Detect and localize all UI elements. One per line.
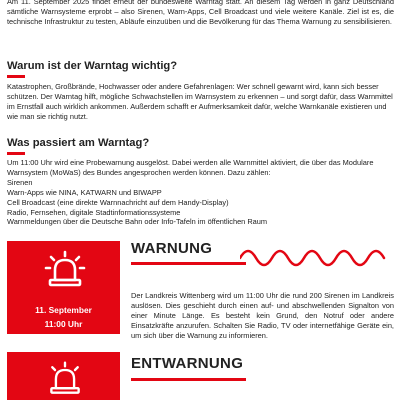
- warnung-time: 11:00 Uhr: [44, 319, 83, 329]
- section-body-why: Katastrophen, Großbrände, Hochwasser oder andere Gefahrenlagen: Wer schnell gewarnt wird, kann sich besser schützen. Der Warntag hilft, mögliche Schwachstellen im Warnsystem zu erkennen – und sorgt dafür, dass Warnmittel im Ernstfall auch wirklich ankommen. Außerdem schafft er Aufmerksamkeit dafür, welche Warnkanäle existieren und wie man sie richtig nutzt.: [7, 82, 393, 121]
- warnung-date: 11. September: [35, 305, 92, 315]
- intro-paragraph: Am 11. September 2025 findet erneut der bundesweite Warntag statt. An diesem Tag werden in ganz Deutschland sämtliche Warnsysteme erprobt – also Sirenen, Warn-Apps, Cell Broadcast und viele weitere Kanäle. Ziel ist es, die technische Infrastruktur zu testen, Abläufe einzuüben und die Bevölkerung für das Thema Warnung zu sensibilisieren.: [7, 0, 394, 26]
- list-item: Sirenen: [7, 177, 33, 187]
- list-item: Warnmeldungen über die Deutsche Bahn oder Info-Tafeln im öffentlichen Raum: [7, 217, 268, 227]
- entwarnung-red-box: [7, 352, 120, 400]
- section-body-what: [7, 158, 394, 227]
- list-item: Cell Broadcast (eine direkte Warnnachricht auf dem Handy-Display): [7, 197, 229, 207]
- siren-wave-icon: [240, 242, 390, 274]
- warnung-title: WARNUNG: [131, 240, 213, 257]
- what-intro-text: Um 11:00 Uhr wird eine Probewarnung ausgelöst. Dabei werden alle Warnmittel aktiviert, die über das Modulare Warnsystem (MoWaS) des Bundes angesprochen werden können. Dazu zählen:: [7, 158, 374, 177]
- heading-underline-what: [7, 152, 25, 155]
- warnung-title-underline: [131, 262, 246, 265]
- heading-underline-why: [7, 75, 25, 78]
- siren-bell-icon: [43, 249, 87, 293]
- section-heading-what: Was passiert am Warntag?: [7, 137, 150, 149]
- siren-bell-icon: [43, 360, 87, 400]
- list-item: Radio, Fernsehen, digitale Stadtinformationssysteme: [7, 207, 181, 217]
- entwarnung-title-underline: [131, 378, 246, 381]
- entwarnung-title: ENTWARNUNG: [131, 355, 244, 372]
- warnung-red-box: [7, 241, 120, 334]
- section-heading-why: Warum ist der Warntag wichtig?: [7, 60, 178, 72]
- list-item: Warn-Apps wie NINA, KATWARN und BIWAPP: [7, 187, 162, 197]
- warnung-body: Der Landkreis Wittenberg wird um 11:00 Uhr die rund 200 Sirenen im Landkreis auslösen. Dies geschieht durch einen auf- und abschwellenden Signalton von einer Minute Länge. Es besteht kein Grund, den Notruf oder andere Einsatzkräfte anzurufen. Schalten Sie Radio, TV oder internetfähige Geräte ein, um sich über die Warnung zu informieren.: [131, 291, 394, 340]
